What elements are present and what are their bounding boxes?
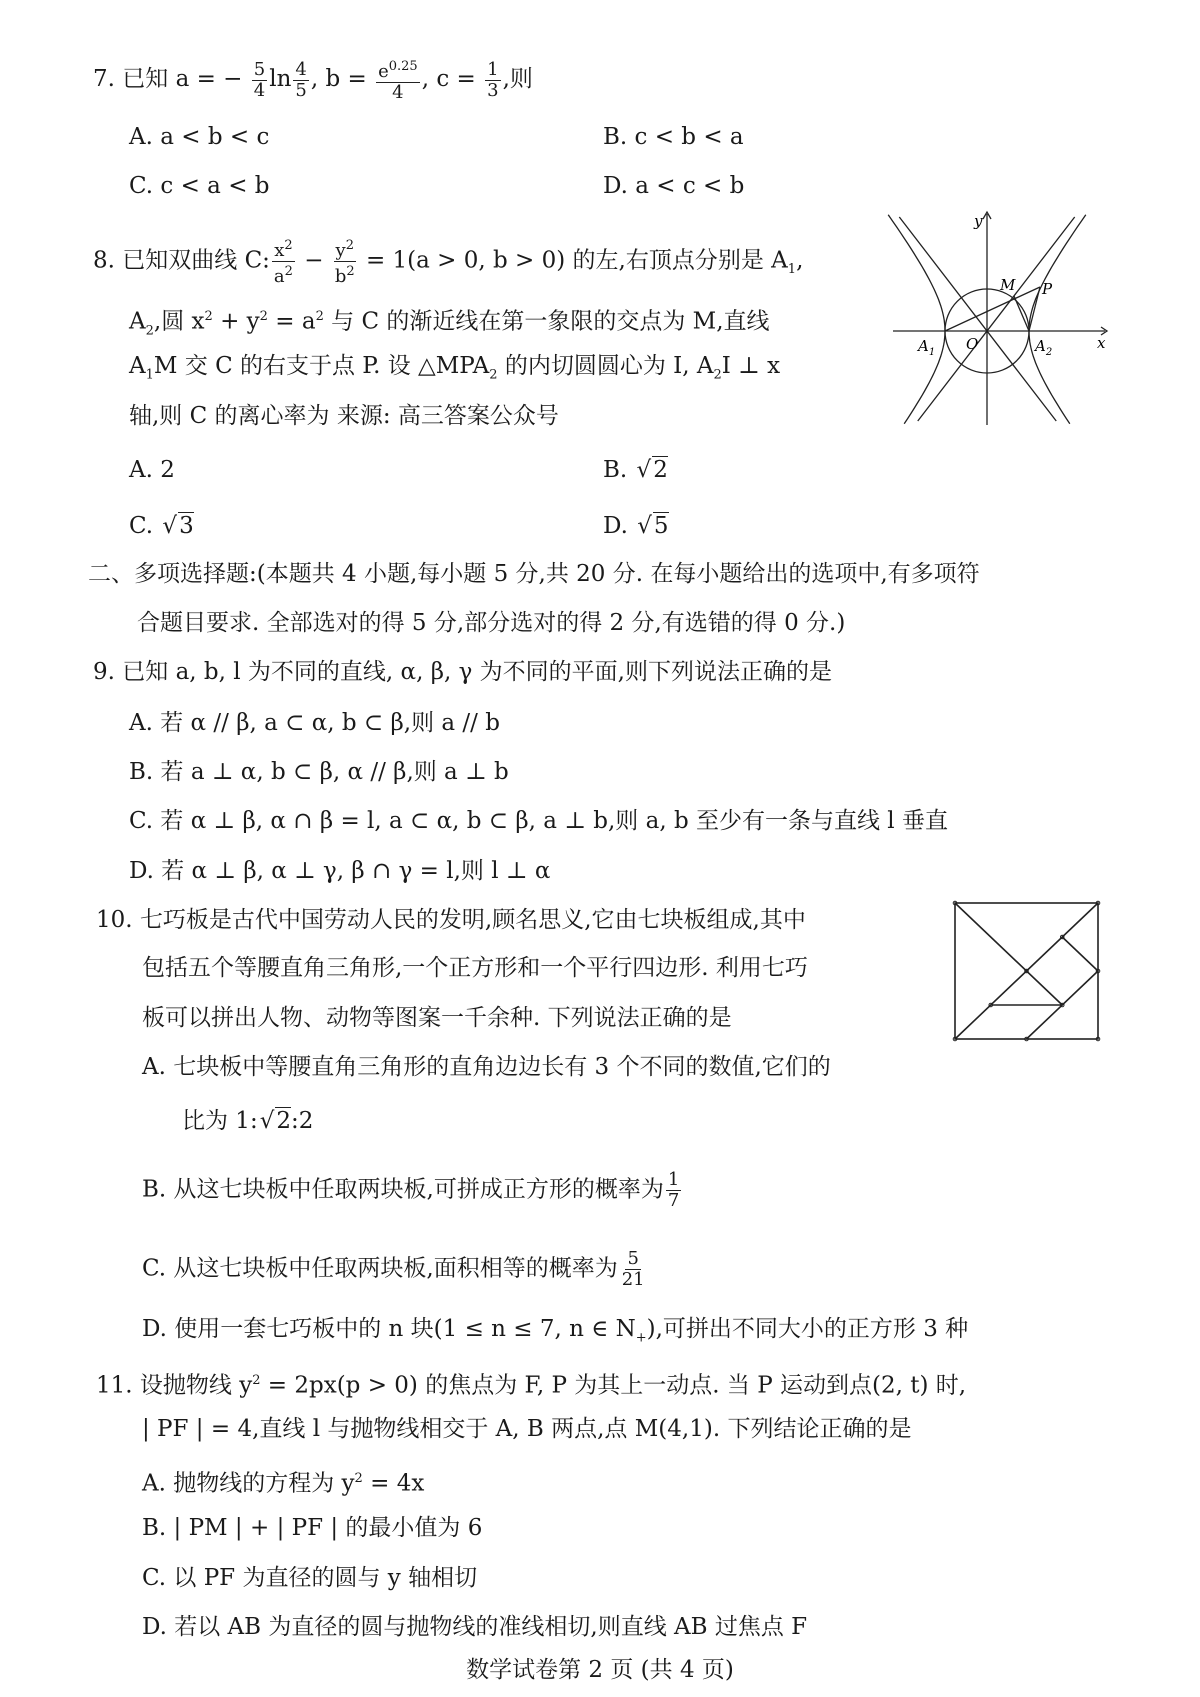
label-A2: $A_2$	[1035, 337, 1053, 358]
label-y: y	[974, 212, 983, 230]
superscript: 2	[204, 309, 213, 324]
line-PA2	[1029, 287, 1040, 331]
superscript: 0.25	[388, 59, 418, 74]
text-run: C.	[129, 513, 161, 539]
label-P: P	[1042, 280, 1053, 298]
radicand: 5	[653, 513, 669, 539]
superscript: 2	[259, 309, 268, 324]
text-run: 9. 已知 a, b, l 为不同的直线, α, β, γ 为不同的平面,则下列说法正确的是	[93, 659, 832, 685]
subscript: 2	[489, 367, 498, 383]
text-run: 轴,则 C 的离心率为 来源: 高三答案公众号	[129, 403, 559, 429]
text-run: B.	[603, 457, 635, 483]
text-run: x	[274, 240, 285, 261]
text-run: , c =	[421, 66, 484, 92]
text-run: 合题目要求. 全部选对的得 5 分,部分选对的得 2 分,有选错的得 0 分.)	[137, 610, 846, 636]
sqrt-sign-icon: √	[259, 1108, 275, 1134]
asymptote-2	[899, 217, 1056, 421]
text-run: D. 使用一套七巧板中的 n 块(1 ≤ n ≤ 7, n ∈ N	[142, 1316, 636, 1342]
text-run: 8. 已知双曲线 C:	[93, 247, 270, 274]
text-run: D. 若 α ⊥ β, α ⊥ γ, β ∩ γ = l,则 l ⊥ α	[129, 858, 551, 884]
text-run: 4	[295, 58, 307, 80]
text-run: M 交 C 的右支于点 P. 设 △MPA	[153, 353, 490, 379]
text-run: e	[378, 61, 389, 82]
text-run: 与 C 的渐近线在第一象限的交点为 M,直线	[323, 308, 770, 335]
text-run: B. 若 a ⊥ α, b ⊂ β, α // β,则 a ⊥ b	[129, 759, 509, 785]
text-run: 1	[487, 58, 499, 80]
hyperbola-left-branch	[888, 215, 945, 424]
tangram-figure	[953, 901, 1100, 1041]
text-run: C. 以 PF 为直径的圆与 y 轴相切	[142, 1565, 478, 1591]
superscript: 2	[284, 238, 293, 253]
text-run: 的内切圆圆心为 I, A	[497, 353, 714, 379]
superscript: 2	[315, 309, 324, 324]
hyperbola-right-branch	[1029, 215, 1086, 424]
text-run: ,圆 x	[153, 308, 205, 335]
text-run: D. a < c < b	[603, 173, 745, 199]
text-run: A. 七块板中等腰直角三角形的直角边边长有 3 个不同的数值,它们的	[142, 1054, 831, 1080]
subscript: 1	[787, 262, 797, 278]
subscript: +	[635, 1330, 647, 1346]
text-run: A. a < b < c	[129, 124, 270, 150]
text-run: + y	[212, 308, 260, 335]
text-run: 二、多项选择题:(本题共 4 小题,每小题 5 分,共 20 分. 在每小题给出的选项中,有多项符	[88, 561, 980, 587]
text-run: D. 若以 AB 为直径的圆与抛物线的准线相切,则直线 AB 过焦点 F	[142, 1614, 808, 1640]
text-run: | PF | = 4,直线 l 与抛物线相交于 A, B 两点,点 M(4,1). 下列结论正确的是	[142, 1416, 912, 1442]
text-run: 5	[253, 58, 266, 80]
text-run: −	[296, 247, 331, 274]
text-run: 包括五个等腰直角三角形,一个正方形和一个平行四边形. 利用七巧	[142, 955, 808, 981]
label-O: O	[966, 335, 979, 353]
text-run: B. 从这七块板中任取两块板,可拼成正方形的概率为	[142, 1176, 664, 1203]
text-run: ,	[796, 247, 804, 274]
radicand: 3	[179, 513, 194, 539]
sqrt-sign-icon: √	[162, 513, 178, 539]
line-MA2	[1014, 296, 1029, 331]
superscript: 2	[252, 1373, 261, 1388]
radicand: 2	[653, 457, 668, 483]
superscript: 2	[284, 264, 293, 279]
text-run: 5	[627, 1248, 639, 1269]
label-A1: $A_1$	[918, 337, 936, 358]
text-run: 10. 七巧板是古代中国劳动人民的发明,顾名思义,它由七块板组成,其中	[96, 907, 806, 933]
asymptote-1	[918, 217, 1075, 421]
text-run: = 4x	[362, 1470, 425, 1497]
text-run: A	[129, 353, 146, 379]
text-run: = a	[267, 308, 316, 335]
text-run: 5	[295, 79, 307, 101]
text-run: 4	[392, 82, 404, 103]
text-run: B. | PM | + | PF | 的最小值为 6	[142, 1515, 483, 1541]
text-run: a	[273, 266, 285, 287]
text-run: 11. 设抛物线 y	[96, 1372, 253, 1399]
subscript: 2	[713, 367, 722, 383]
text-run: I ⊥ x	[721, 353, 781, 379]
text-run: C. c < a < b	[129, 173, 270, 199]
text-run: B. c < b < a	[603, 124, 744, 150]
label-M: M	[1000, 276, 1016, 294]
text-run: A	[129, 308, 146, 335]
text-run: 7. 已知 a = −	[93, 66, 250, 92]
tangram-edge	[1062, 937, 1098, 971]
text-run: = 2px(p > 0) 的焦点为 F, P 为其上一动点. 当 P 运动到点(2, t) 时,	[260, 1372, 967, 1399]
text-run: b	[334, 266, 347, 287]
text-run: , b =	[310, 66, 375, 92]
superscript: 2	[345, 238, 354, 253]
text-run: A. 若 α // β, a ⊂ α, b ⊂ β,则 a // b	[129, 710, 500, 736]
text-run: :2	[291, 1108, 314, 1134]
label-x: x	[1097, 334, 1106, 352]
superscript: 2	[354, 1471, 363, 1486]
text-run: 1	[667, 1169, 680, 1190]
text-run: = 1(a > 0, b > 0) 的左,右顶点分别是 A	[358, 247, 788, 274]
text-run: C. 从这七块板中任取两块板,面积相等的概率为	[142, 1255, 618, 1282]
text-run: 3	[487, 79, 499, 101]
text-run: ,则	[502, 66, 533, 92]
text-run: A. 抛物线的方程为 y	[142, 1470, 355, 1497]
superscript: 2	[346, 264, 355, 279]
text-run: C. 若 α ⊥ β, α ∩ β = l, a ⊂ α, b ⊂ β, a ⊥ b,则 a, b 至少有一条与直线 l 垂直	[129, 808, 948, 834]
sqrt-sign-icon: √	[637, 513, 652, 539]
text-run: A. 2	[129, 457, 175, 483]
text-run: ln	[269, 66, 292, 92]
text-run: 板可以拼出人物、动物等图案一千余种. 下列说法正确的是	[142, 1005, 732, 1031]
subscript: 1	[145, 367, 154, 383]
text-run: ),可拼出不同大小的正方形 3 种	[646, 1316, 969, 1342]
text-run: 4	[253, 79, 266, 101]
sqrt-sign-icon: √	[636, 457, 652, 483]
tangram-edge	[955, 903, 1062, 1005]
text-run: 数学试卷第 2 页 (共 4 页)	[466, 1657, 734, 1683]
text-run: 21	[621, 1269, 645, 1290]
text-run: D.	[603, 513, 636, 539]
subscript: 2	[145, 323, 154, 339]
text-run: 7	[667, 1190, 680, 1211]
text-run: 比为 1:	[182, 1108, 258, 1134]
text-run: y	[335, 240, 346, 261]
radicand: 2	[276, 1108, 291, 1134]
